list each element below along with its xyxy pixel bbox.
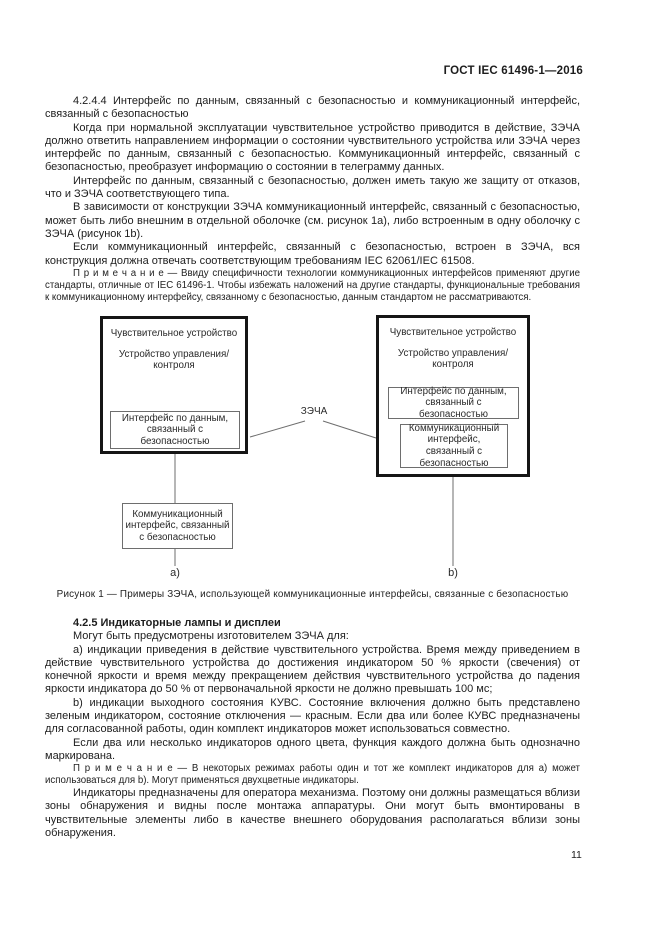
data-interface-box-a: Интерфейс по данным, связанный с безопасностью xyxy=(110,411,240,449)
clause-425-note: П р и м е ч а н и е — В некоторых режимах работы один и тот же комплект индикаторов для a) может использоваться для b). Могут применяться двухцветные индикаторы. xyxy=(45,763,580,787)
comm-interface-box-a: Коммуникационный интерфейс, связанный с безопасностью xyxy=(122,503,233,549)
clause-425-item-b: b) индикации выходного состояния КУВС. Состояние включения должно быть представлено зеленым индикатором, состояние отключения — красным. Если два или более КУВС предназначены для согласованной работы, один комплект индикаторов может использоваться совместно. xyxy=(45,696,580,736)
control-unit-label-a: Устройство управления/контроля xyxy=(118,348,230,372)
clause-4244-paragraph: Интерфейс по данным, связанный с безопасностью, должен иметь такую же защиту от отказов, что и ЗЭЧА соответствующего типа. xyxy=(45,174,580,201)
clause-4244-paragraph: Если коммуникационный интерфейс, связанный с безопасностью, встроен в ЗЭЧА, вся конструкция должна отвечать соответствующим требованиям IEC 62061/IEC 61508. xyxy=(45,241,580,267)
sensing-device-label-b: Чувствительное устройство xyxy=(389,327,517,338)
zecha-callout-label: ЗЭЧА xyxy=(300,406,328,417)
clause-425-item-a: a) индикации приведения в действие чувствительного устройства. Время между приведением в действие чувствительного устройства до достижения индикатором 50 % яркости (свечения) от конечной яркости и время между прекращением действия чувствительного устройства до падения яркости индикатора до 50 % от первоначальной яркости не должно превышать 100 мс; xyxy=(45,643,580,696)
clause-425-paragraph: Если два или несколько индикаторов одного цвета, функция каждого должна быть однозначно маркирована. xyxy=(45,736,580,762)
comm-interface-box-b: Коммуникационный интерфейс, связанный с безопасностью xyxy=(400,424,508,468)
control-unit-label-b: Устройство управления/контроля xyxy=(397,347,509,371)
figure-caption: Рисунок 1 — Примеры ЗЭЧА, использующей коммуникационные интерфейсы, связанные с безопасностью xyxy=(56,589,569,600)
clause-4244-paragraph: В зависимости от конструкции ЗЭЧА коммуникационный интерфейс, связанный с безопасностью, может быть либо внешним в отдельной оболочке (см. рисунок 1a), либо встроенным в одну оболочку с ЗЭЧА (рисунок 1b). xyxy=(45,201,580,240)
clause-425-block xyxy=(45,617,580,840)
figure-sublabel-b: b) xyxy=(448,567,458,579)
clause-4244-paragraph: Когда при нормальной эксплуатации чувствительное устройство приводится в действие, ЗЭЧА должно ответить направлением информации о состоянии чувствительного устройства или ЗЭЧА через интерфейс по данным, связанный с безопасностью. Коммуникационный интерфейс, связанный с безопасностью, преобразует информацию о состоянии в телеграмму данных. xyxy=(45,121,580,174)
figure-sublabel-a: a) xyxy=(170,567,180,579)
clause-425-title: 4.2.5 Индикаторные лампы и дисплеи xyxy=(73,617,281,629)
clause-4244-title: 4.2.4.4 Интерфейс по данным, связанный с безопасностью и коммуникационный интерфейс, связанный с безопасностью xyxy=(45,95,580,121)
running-header-standard-ref: ГОСТ IEC 61496-1—2016 xyxy=(443,65,583,77)
clause-425-intro: Могут быть предусмотрены изготовителем ЗЭЧА для: xyxy=(73,630,349,643)
sensing-device-label-a: Чувствительное устройство xyxy=(110,328,238,339)
page-number: 11 xyxy=(571,849,582,861)
clause-4244-block xyxy=(45,95,580,304)
data-interface-box-b: Интерфейс по данным, связанный с безопасностью xyxy=(388,387,519,419)
clause-4244-note: П р и м е ч а н и е — Ввиду специфичности технологии коммуникационных интерфейсов применяют другие стандарты, отличные от IEC 61496-1. Чтобы избежать наложений на другие стандарты, функциональные требования к коммуникационному интерфейсу, связанному с безопасностью, данным стандартом не рассматриваются. xyxy=(45,267,580,303)
clause-425-closing: Индикаторы предназначены для оператора механизма. Поэтому они должны размещаться вблизи зоны обнаружения и видны после монтажа аппаратуры. Они могут быть вмонтированы в чувствительные элементы либо в качестве внешнего оборудования располагаться вблизи зоны обнаружения. xyxy=(45,787,580,839)
